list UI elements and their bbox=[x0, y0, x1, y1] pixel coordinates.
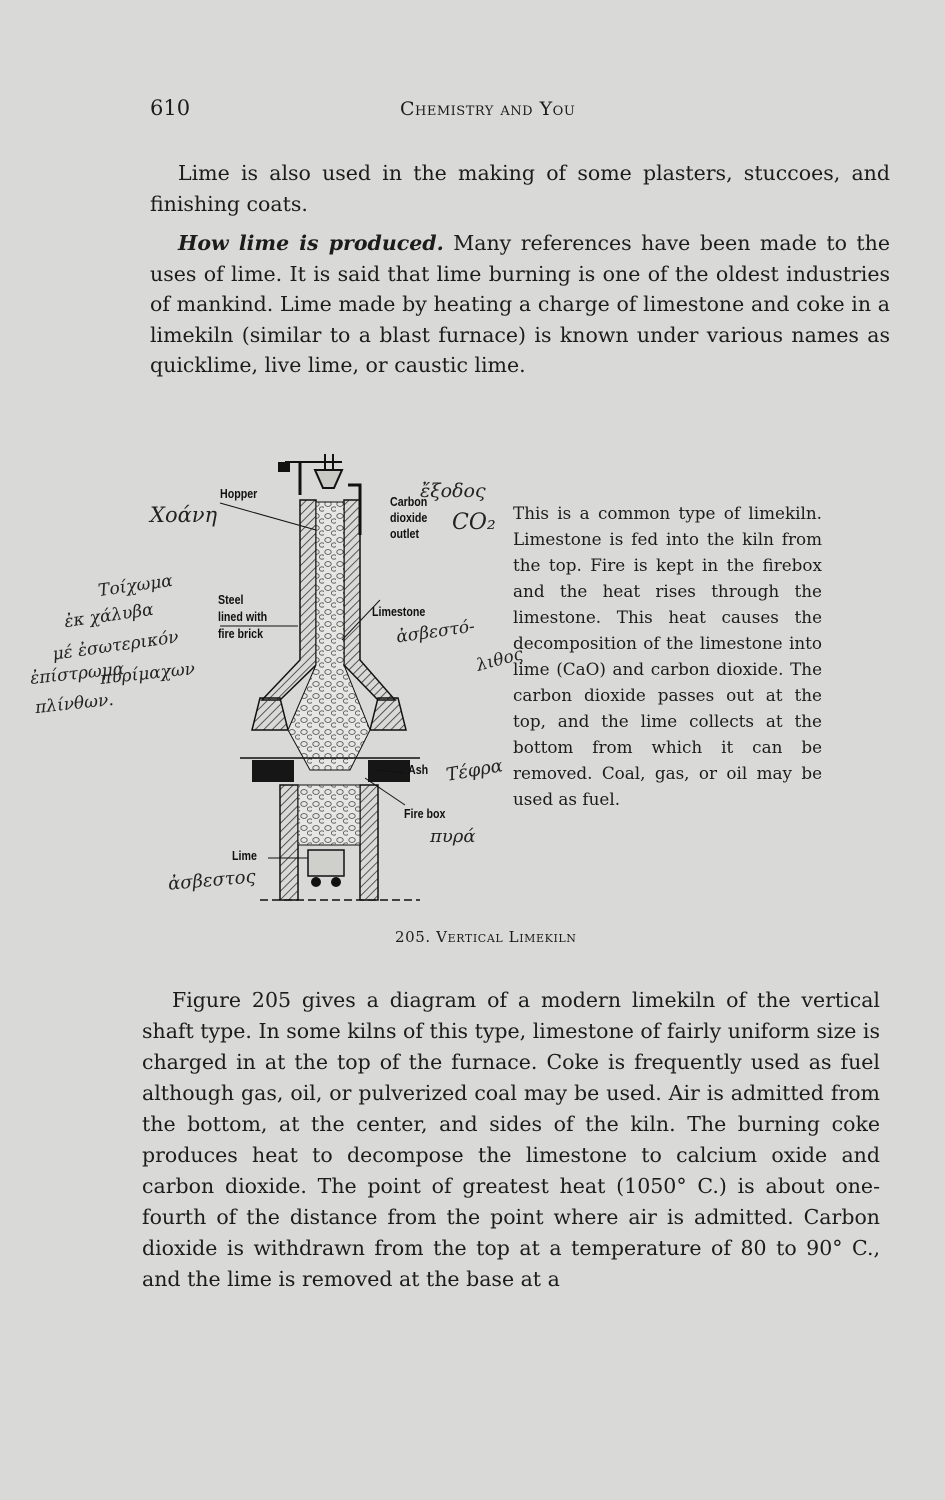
handwritten-steel-4: ἐπίστρωμα bbox=[29, 659, 126, 689]
left-flare bbox=[252, 698, 288, 730]
label-lined-with: lined with bbox=[218, 609, 268, 624]
handwritten-steel-6: πλίνθων. bbox=[34, 689, 115, 719]
left-upper-wall bbox=[262, 500, 316, 700]
label-ash: Ash bbox=[408, 762, 429, 777]
page-header bbox=[150, 96, 890, 130]
label-fire-box: Fire box bbox=[404, 806, 446, 821]
handwritten-steel-5: πυρίμαχων bbox=[99, 659, 196, 689]
page-number: 610 bbox=[150, 96, 191, 120]
left-firebox bbox=[252, 760, 294, 782]
label-limestone: Limestone bbox=[372, 604, 426, 619]
handwritten-ash: Τέφρα bbox=[444, 755, 505, 786]
right-flare bbox=[370, 698, 406, 730]
running-head: Chemistry and You bbox=[400, 98, 576, 120]
paragraph-body: Many references have been made to the uses of lime. It is said that lime burning is one of the oldest industries of mankind. Lime made by heating a charge of limestone and coke in a limekiln (similar to a blast furnace) is known under various names as quicklime, live lime, or caustic lime. bbox=[150, 231, 890, 377]
handwritten-hopper: Χοάνη bbox=[150, 503, 218, 527]
hopper-pulley bbox=[278, 462, 290, 472]
right-lower-wall bbox=[360, 785, 378, 900]
right-upper-wall bbox=[344, 500, 395, 700]
label-fire-brick: fire brick bbox=[218, 626, 264, 641]
paragraph-lime-production bbox=[150, 228, 890, 381]
label-lime: Lime bbox=[232, 848, 257, 863]
handwritten-steel-3: μέ ἐσωτερικόν bbox=[51, 627, 180, 665]
figure-side-caption: This is a common type of limekiln. Limestone is fed into the kiln from the top. Fire is kept in the firebox and the heat rises through the limestone. This heat causes the decomposition of the limestone into lime (CaO) and carbon dioxide. The carbon dioxide passes out at the top, and the lime collects at the bottom from which it can be removed. Coal, gas, or oil may be used as fuel. bbox=[513, 503, 822, 809]
paragraph-figure-205: Figure 205 gives a diagram of a modern limekiln of the vertical shaft type. In some kilns of this type, limestone of fairly uniform size is charged in at the top of the furnace. Coke is frequently used as fuel although gas, oil, or pulverized coal may be used. Air is admitted from the bottom, at the center, and sides of the kiln. The burning coke produces heat to decompose the limestone to calcium oxide and carbon dioxide. The point of greatest heat (1050° C.) is about one-fourth of the distance from the point where air is admitted. Carbon dioxide is withdrawn from the top at a temperature of 80 to 90° C., and the lime is removed at the base at a bbox=[142, 988, 880, 1291]
hopper-funnel bbox=[315, 470, 342, 488]
lime-cart bbox=[308, 850, 344, 876]
handwritten-limestone-1: ἀσβεστό- bbox=[394, 616, 477, 648]
label-dioxide: dioxide bbox=[390, 510, 428, 525]
handwritten-steel-2: ἐκ χάλυβα bbox=[63, 599, 155, 633]
paragraph-plasters: Lime is also used in the making of some plasters, stuccoes, and finishing coats. bbox=[150, 161, 890, 216]
label-carbon: Carbon bbox=[390, 494, 428, 509]
left-lower-wall bbox=[280, 785, 298, 900]
handwritten-steel-1: Τοίχωμα bbox=[96, 570, 174, 602]
handwritten-lime: ἀσβεστος bbox=[167, 866, 257, 895]
handwritten-fire-box: πυρά bbox=[430, 826, 476, 847]
figure-caption: 205. Vertical Limekiln bbox=[395, 928, 577, 946]
lime-collection bbox=[298, 785, 360, 845]
handwritten-limestone-2: λιθος bbox=[474, 644, 526, 676]
paragraph-lead-heading: How lime is produced. bbox=[178, 231, 444, 255]
handwritten-outlet: ἔξοδος bbox=[420, 480, 486, 502]
label-steel: Steel bbox=[218, 592, 244, 607]
handwritten-co2: CO₂ bbox=[452, 510, 496, 535]
label-hopper: Hopper bbox=[220, 486, 258, 501]
label-outlet: outlet bbox=[390, 526, 420, 541]
